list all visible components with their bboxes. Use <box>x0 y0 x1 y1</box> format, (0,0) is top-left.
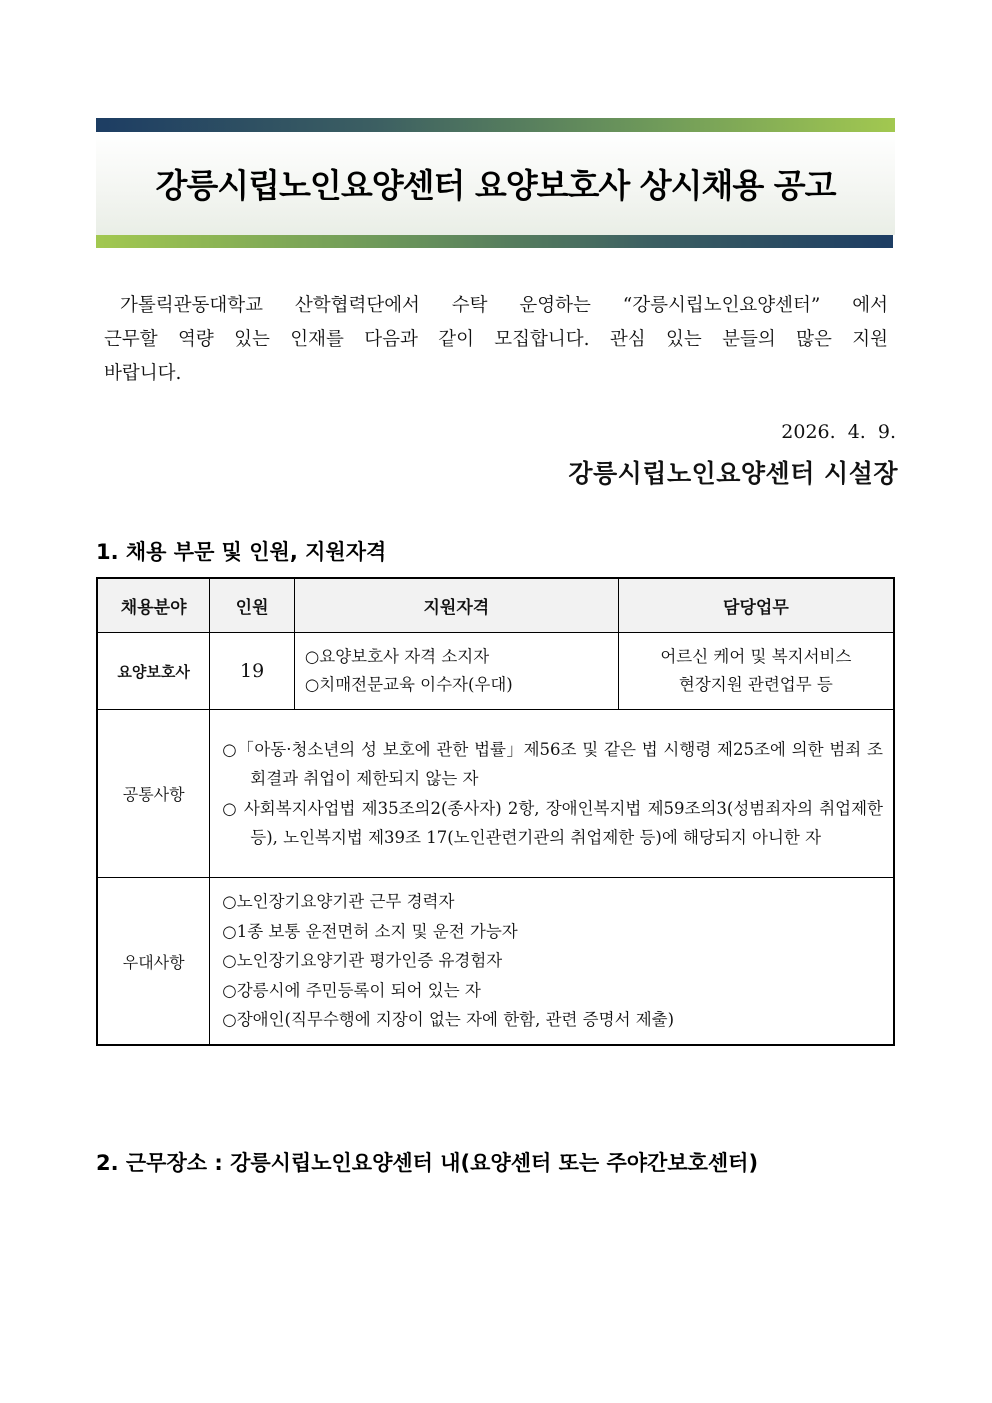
preferred-item: ○1종 보통 운전면허 소지 및 운전 가능자 <box>222 921 518 941</box>
preferred-item: ○노인장기요양기관 평가인증 유경험자 <box>222 951 503 971</box>
intro-line-3: 바랍니다. <box>104 363 182 384</box>
preferred-items <box>210 878 894 1046</box>
recruitment-table <box>96 577 895 1046</box>
cell-count: 19 <box>210 633 295 710</box>
common-requirements <box>210 710 894 878</box>
cell-qualifications <box>294 633 618 710</box>
qualification-item: ○치매전문교육 이수자(우대) <box>304 675 513 694</box>
cell-field: 요양보호사 <box>97 633 210 710</box>
preferred-item: ○장애인(직무수행에 지장이 없는 자에 한함, 관련 증명서 제출) <box>222 1010 675 1030</box>
page-title: 강릉시립노인요양센터 요양보호사 상시채용 공고 <box>155 166 836 205</box>
table-header-row <box>97 578 894 633</box>
banner-top-stripe <box>96 118 895 132</box>
preferred-row <box>97 878 894 1046</box>
header-count: 인원 <box>210 578 295 633</box>
common-item: ○ 사회복지사업법 제35조의2(종사자) 2항, 장애인복지법 제59조의3(성범죄자의 취업제한 등), 노인복지법 제39조 17(노인관련기관의 취업제한 등)에 해당되지 아니한 자 <box>222 798 883 847</box>
table-row <box>97 633 894 710</box>
header-qualifications: 지원자격 <box>294 578 618 633</box>
intro-paragraph <box>104 289 888 391</box>
common-label: 공통사항 <box>97 710 210 878</box>
notice-date: 2026. 4. 9. <box>781 421 896 443</box>
duty-item: 어르신 케어 및 복지서비스 <box>660 647 852 666</box>
header-field: 채용분야 <box>97 578 210 633</box>
common-requirements-row <box>97 710 894 878</box>
qualification-item: ○요양보호사 자격 소지자 <box>304 647 490 666</box>
intro-line-2: 근무할 역량 있는 인재를 다음과 같이 모집합니다. 관심 있는 분들의 많은 지원 <box>104 329 888 350</box>
intro-line-1: 가톨릭관동대학교 산학협력단에서 수탁 운영하는 “강릉시립노인요양센터” 에서 <box>120 295 888 316</box>
title-banner <box>96 118 895 249</box>
duty-item: 현장지원 관련업무 등 <box>678 675 833 694</box>
preferred-label: 우대사항 <box>97 878 210 1046</box>
signer: 강릉시립노인요양센터 시설장 <box>568 459 898 488</box>
cell-duties <box>618 633 894 710</box>
header-duties: 담당업무 <box>618 578 894 633</box>
preferred-item: ○노인장기요양기관 근무 경력자 <box>222 892 455 912</box>
section-2-title: 2. 근무장소 : 강릉시립노인요양센터 내(요양센터 또는 주야간보호센터) <box>96 1151 759 1175</box>
preferred-item: ○강릉시에 주민등록이 되어 있는 자 <box>222 980 481 1000</box>
common-item: ○「아동·청소년의 성 보호에 관한 법률」제56조 및 같은 법 시행령 제25조에 의한 범죄 조회결과 취업이 제한되지 않는 자 <box>222 739 883 788</box>
banner-bottom-stripe <box>96 235 893 248</box>
section-1-title: 1. 채용 부문 및 인원, 지원자격 <box>96 540 387 564</box>
